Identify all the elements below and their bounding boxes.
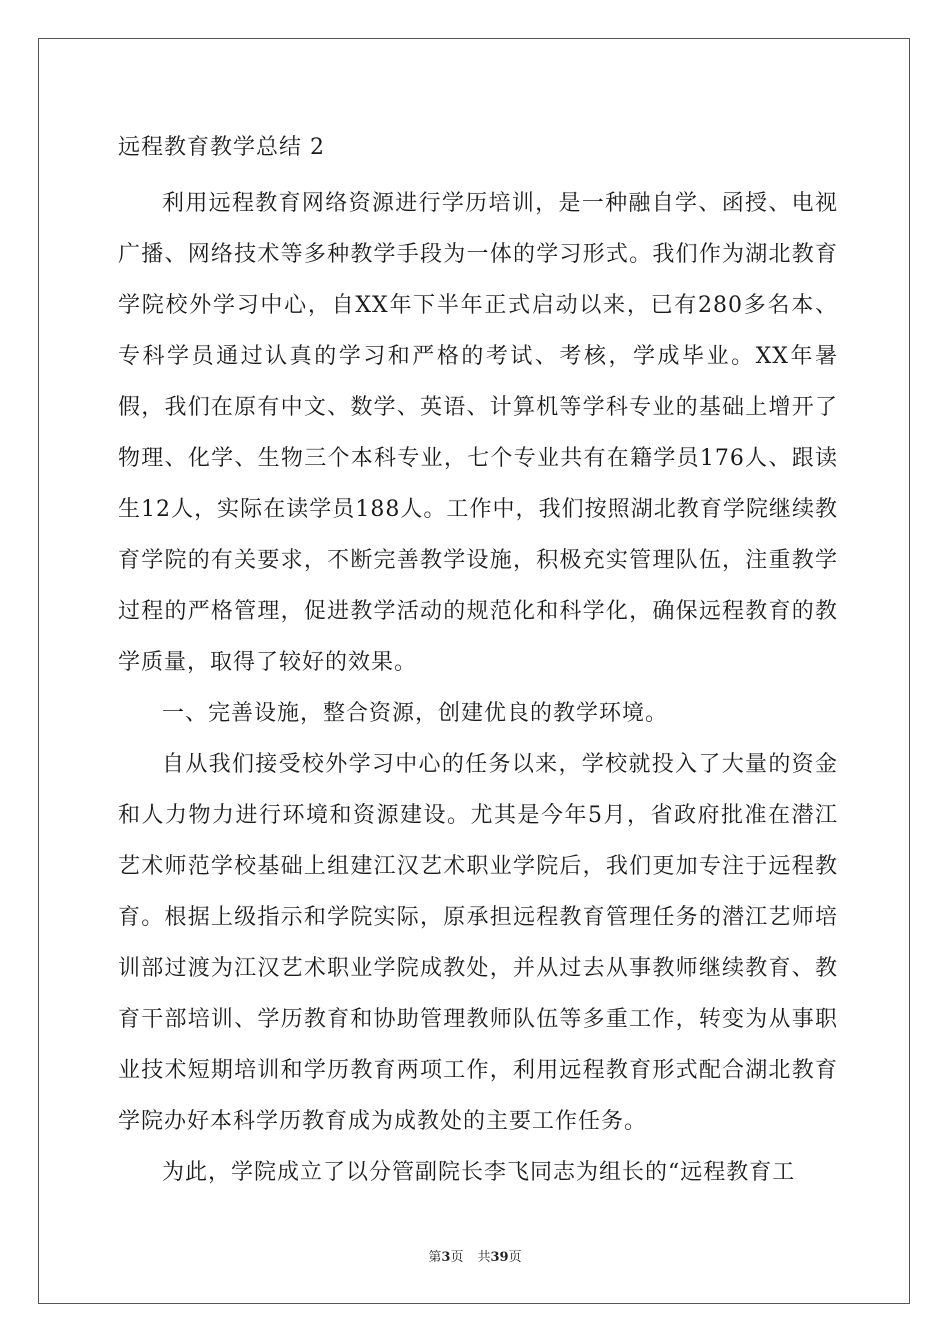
paragraph-4: 为此，学院成立了以分管副院长李飞同志为组长的“远程教育工 <box>162 1160 796 1185</box>
total-pages-number: 39 <box>490 1250 509 1265</box>
page-footer <box>0 1246 950 1265</box>
total-suffix: 页 <box>508 1250 522 1265</box>
page-prefix: 第 <box>428 1250 442 1265</box>
current-page-number: 3 <box>441 1250 451 1265</box>
document-title: 远程教育教学总结 2 <box>118 135 325 160</box>
paragraph-3: 自从我们接受校外学习中心的任务以来，学校就投入了大量的资金和人力物力进行环境和资源建设。尤其是今年5月，省政府批准在潜江艺术师范学校基础上组建江汉艺术职业学院后，我们更加专注于远程教育。根据上级指示和学院实际，原承担远程教育管理任务的潜江艺师培训部过渡为江汉艺术职业学院成教处，并从过去从事教师继续教育、教育干部培训、学历教育和协助管理教师队伍等多重工作，转变为从事职业技术短期培训和学历教育两项工作，利用远程教育形式配合湖北教育学院办好本科学历教育成为成教处的主要工作任务。 <box>118 752 838 1134</box>
total-prefix: 共 <box>477 1250 491 1265</box>
page-suffix: 页 <box>450 1250 464 1265</box>
paragraph-1: 利用远程教育网络资源进行学历培训，是一种融自学、函授、电视广播、网络技术等多种教学手段为一体的学习形式。我们作为湖北教育学院校外学习中心，自XX年下半年正式启动以来，已有280多名本、专科学员通过认真的学习和严格的考试、考核，学成毕业。XX年暑假，我们在原有中文、数学、英语、计算机等学科专业的基础上增开了物理、化学、生物三个本科专业，七个专业共有在籍学员176人、跟读生12人，实际在读学员188人。工作中，我们按照湖北教育学院继续教育学院的有关要求，不断完善教学设施，积极充实管理队伍，注重教学过程的严格管理，促进教学活动的规范化和科学化，确保远程教育的教学质量，取得了较好的效果。 <box>118 191 838 675</box>
paragraph-2-heading: 一、完善设施，整合资源，创建优良的教学环境。 <box>162 701 669 726</box>
document-body <box>118 128 838 1198</box>
